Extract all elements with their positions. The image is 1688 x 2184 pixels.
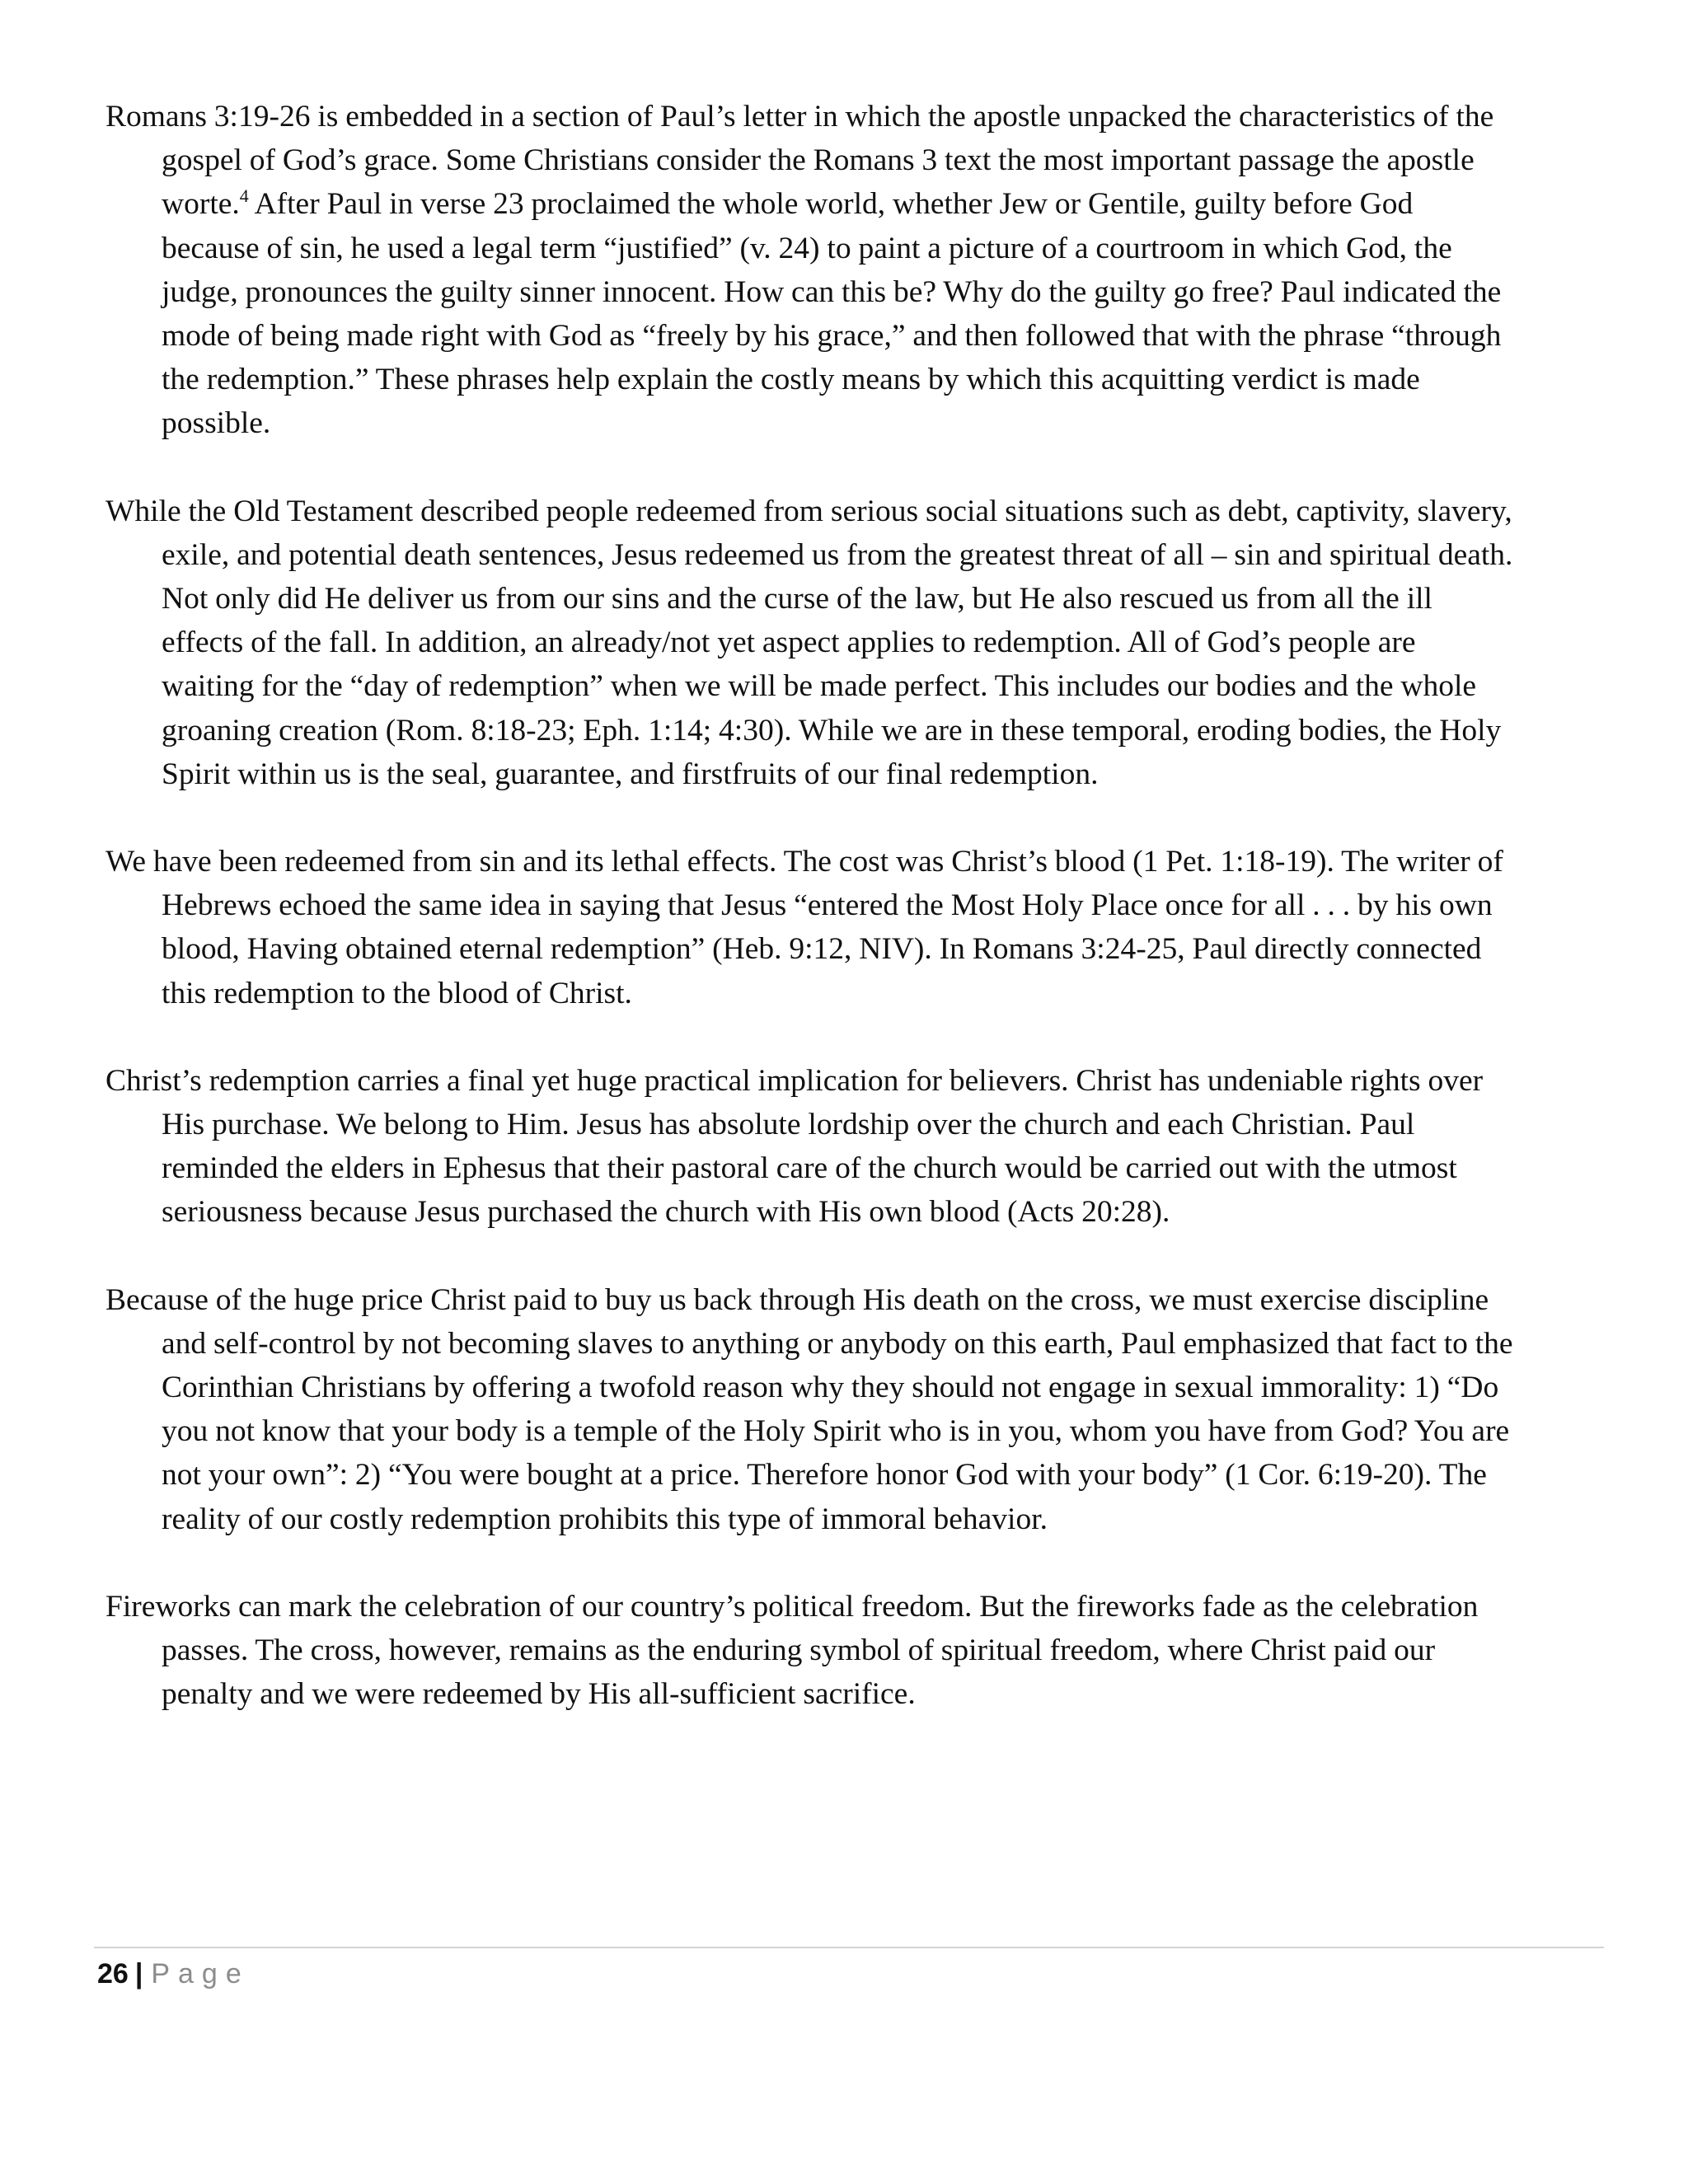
paragraph-huge-price: Because of the huge price Christ paid to buy us back through His death on the cross, we must exercise discipline and self-control by not becoming slaves to anything or anybody on this earth, Paul emphasized that fact to the Corinthian Christians by offering a twofold reason why they should not engage in sexual immorality: 1) “Do you not know that your body is a temple of the Holy Spirit who is in you, whom you have from God? You are not your own”: 2) “You were bought at a price. Therefore honor God with your body” (1 Cor. 6:19-20). The reality of our costly redemption prohibits this type of immoral behavior. (106, 1282, 1513, 1536)
page-number: 26 (97, 1958, 129, 1990)
footnote-reference[interactable]: 4 (239, 185, 249, 207)
page-label: Page (151, 1958, 250, 1990)
page-separator: | (134, 1958, 143, 1990)
paragraph-practical-implication: Christ’s redemption carries a final yet huge practical implication for believers. Christ has undeniable rights over His purchase. We belong to Him. Jesus has absolute lordship over the church and each Christian. Paul reminded the elders in Ephesus that their pastoral care of the church would be carried out with the utmost seriousness because Jesus purchased the church with His own blood (Acts 20:28). (106, 1063, 1484, 1230)
page-footer (97, 1953, 250, 1994)
paragraph-fireworks: Fireworks can mark the celebration of our country’s political freedom. But the fireworks fade as the celebration passes. The cross, however, remains as the enduring symbol of spiritual freedom, where Christ paid our penalty and we were redeemed by His all-sufficient sacrifice. (106, 1589, 1479, 1712)
paragraph-redeemed-from-sin: We have been redeemed from sin and its lethal effects. The cost was Christ’s blood (1 Pet. 1:18-19). The writer of Hebrews echoed the same idea in saying that Jesus “entered the Most Holy Place once for all . . . by his own blood, Having obtained eternal redemption” (Heb. 9:12, NIV). In Romans 3:24-25, Paul directly connected this redemption to the blood of Christ. (106, 845, 1503, 1010)
body-text (106, 95, 1515, 1760)
paragraph-romans-text-end: After Paul in verse 23 proclaimed the whole world, whether Jew or Gentile, guilty before God because of sin, he used a legal term “justified” (v. 24) to paint a picture of a courtroom in which God, the judge, pronounces the guilty sinner innocent. How can this be? Why do the guilty go free? Paul indicated the mode of being made right with God as “freely by his grace,” and then followed that with the phrase “through the redemption.” These phrases help explain the costly means by which this acquitting verdict is made possible. (162, 187, 1502, 441)
footer-divider (94, 1947, 1604, 1948)
paragraph-old-testament: While the Old Testament described people redeemed from serious social situations such as debt, captivity, slavery, exile, and potential death sentences, Jesus redeemed us from the greatest threat of all – sin and spiritual death. Not only did He deliver us from our sins and the curse of the law, but He also rescued us from all the ill effects of the fall. In addition, an already/not yet aspect applies to redemption. All of God’s people are waiting for the “day of redemption” when we will be made perfect. This includes our bodies and the whole groaning creation (Rom. 8:18-23; Eph. 1:14; 4:30). While we are in these temporal, eroding bodies, the Holy Spirit within us is the seal, guarantee, and firstfruits of our final redemption. (106, 494, 1513, 791)
paragraph-romans (106, 95, 1515, 446)
paragraph-romans-text-start: Romans 3:19-26 is embedded in a section of Paul’s letter in which the apostle unpacked the characteristics of the gospel of God’s grace. Some Christians consider the Romans 3 text the most important passage the apostle worte. (106, 100, 1494, 222)
